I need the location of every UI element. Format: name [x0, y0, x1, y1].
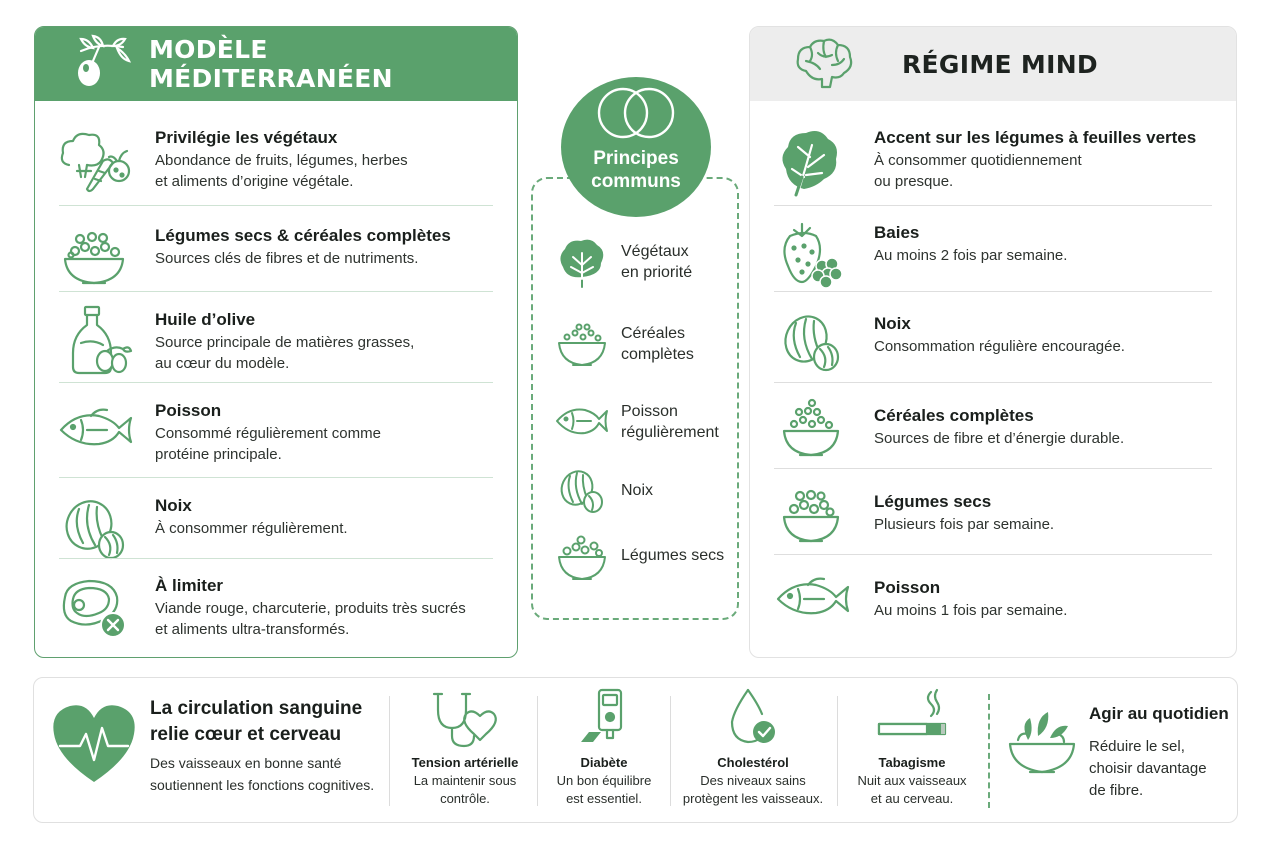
- divider: [59, 205, 493, 206]
- divider: [59, 291, 493, 292]
- vascular-health-bar: [33, 677, 1238, 823]
- olive-oil-icon: [57, 309, 135, 379]
- salad-bowl-icon: [1006, 706, 1078, 782]
- divider: [59, 382, 493, 383]
- divider: [774, 291, 1212, 292]
- mind-title: RÉGIME MIND: [902, 49, 1098, 79]
- risk-title: Diabète: [580, 755, 628, 770]
- common-item-label: Légumes secs: [621, 547, 725, 564]
- item-title: Noix: [874, 314, 911, 333]
- item-desc: Au moins 1 fois par semaine.: [874, 602, 1068, 619]
- nuts-icon: [57, 495, 135, 565]
- risk-smoking: [842, 688, 982, 808]
- risk-title: Tabagisme: [878, 755, 946, 770]
- item-desc: Sources de fibre et d’énergie durable.: [874, 430, 1125, 447]
- grain-bowl-icon: [57, 225, 135, 295]
- common-item-label: Noix: [621, 482, 654, 499]
- glucometer-icon: [569, 688, 639, 750]
- mind-header: [750, 27, 1236, 101]
- risk-title: Cholestérol: [717, 755, 789, 770]
- common-item-label: Végétaux en priorité: [621, 243, 693, 281]
- divider: [537, 696, 538, 806]
- common-item-label: Poisson régulièrement: [621, 403, 719, 441]
- item-desc: À consommer quotidiennement ou presque.: [874, 152, 1082, 190]
- stethoscope-icon: [430, 688, 500, 750]
- divider: [59, 477, 493, 478]
- fish-icon: [57, 400, 135, 470]
- daily-desc: Réduire le sel, choisir davantage de fibre.: [1089, 738, 1207, 799]
- divider: [59, 558, 493, 559]
- risk-blood-pressure: [398, 688, 532, 808]
- fish-icon: [774, 569, 852, 639]
- olive-branch-icon: [69, 37, 131, 91]
- item-title: Accent sur les légumes à feuilles vertes: [874, 128, 1197, 147]
- divider: [774, 205, 1212, 206]
- divider: [774, 468, 1212, 469]
- item-title: À limiter: [155, 576, 224, 595]
- divider: [389, 696, 390, 806]
- common-item-label: Céréales complètes: [621, 325, 694, 363]
- risk-desc: Des niveaux sains protègent les vaisseaux.: [682, 773, 824, 806]
- legume-bowl-icon: [555, 533, 609, 585]
- item-title: Légumes secs & céréales complètes: [155, 226, 451, 245]
- mediterranean-panel: [34, 26, 518, 658]
- item-title: Céréales complètes: [874, 406, 1034, 425]
- divider: [670, 696, 671, 806]
- heart-pulse-icon: [50, 702, 138, 786]
- common-principles-box: [531, 177, 739, 620]
- nuts-icon: [555, 466, 609, 518]
- circulation-desc: Des vaisseaux en bonne santé soutiennent les fonctions cognitives.: [150, 755, 375, 793]
- risk-desc: Nuit aux vaisseaux et au cerveau.: [857, 773, 967, 806]
- drop-check-icon: [718, 688, 788, 750]
- common-principles-title: Principes communs: [591, 148, 681, 192]
- vegetables-icon: [57, 127, 135, 197]
- item-title: Privilégie les végétaux: [155, 128, 338, 147]
- mediterranean-header: [35, 27, 517, 101]
- item-desc: Au moins 2 fois par semaine.: [874, 247, 1068, 264]
- grain-bowl-icon: [774, 397, 852, 467]
- common-principles-circle: [561, 77, 711, 217]
- item-desc: Source principale de matières grasses, au cœur du modèle.: [155, 334, 415, 372]
- item-title: Légumes secs: [874, 492, 992, 511]
- leafy-greens-icon: [774, 127, 852, 197]
- divider: [837, 696, 838, 806]
- legume-bowl-icon: [774, 483, 852, 553]
- risk-cholesterol: [674, 688, 832, 808]
- item-title: Poisson: [874, 578, 941, 597]
- circulation-title: La circulation sanguine relie cœur et cerveau: [150, 698, 363, 745]
- leafy-greens-icon: [555, 237, 609, 289]
- brain-icon: [792, 37, 854, 91]
- item-title: Baies: [874, 223, 920, 242]
- item-desc: Viande rouge, charcuterie, produits très sucrés et aliments ultra-transformés.: [155, 600, 466, 638]
- divider: [988, 694, 990, 808]
- risk-diabetes: [542, 688, 666, 808]
- divider: [774, 554, 1212, 555]
- divider: [774, 382, 1212, 383]
- daily-title: Agir au quotidien: [1089, 704, 1229, 723]
- item-desc: Consommation régulière encouragée.: [874, 338, 1125, 355]
- berries-icon: [774, 222, 852, 292]
- steak-limit-icon: [57, 575, 135, 645]
- item-desc: Consommé régulièrement comme protéine principale.: [155, 425, 381, 463]
- item-title: Huile d’olive: [155, 310, 256, 329]
- item-title: Poisson: [155, 401, 222, 420]
- item-desc: Plusieurs fois par semaine.: [874, 516, 1055, 533]
- mediterranean-title: MODÈLE MÉDITERRANÉEN: [149, 35, 393, 93]
- item-desc: À consommer régulièrement.: [155, 520, 348, 537]
- overlapping-circles-icon: [595, 85, 677, 141]
- risk-desc: Un bon équilibre est essentiel.: [556, 773, 652, 806]
- grain-bowl-icon: [555, 319, 609, 371]
- item-desc: Abondance de fruits, légumes, herbes et aliments d’origine végétale.: [155, 152, 408, 190]
- item-desc: Sources clés de fibres et de nutriments.: [155, 250, 419, 267]
- cigarette-icon: [877, 688, 947, 750]
- risk-desc: La maintenir sous contrôle.: [413, 773, 517, 806]
- mind-panel: [749, 26, 1237, 658]
- risk-title: Tension artérielle: [411, 755, 519, 770]
- nuts-icon: [774, 309, 852, 379]
- item-title: Noix: [155, 496, 192, 515]
- fish-icon: [555, 397, 609, 449]
